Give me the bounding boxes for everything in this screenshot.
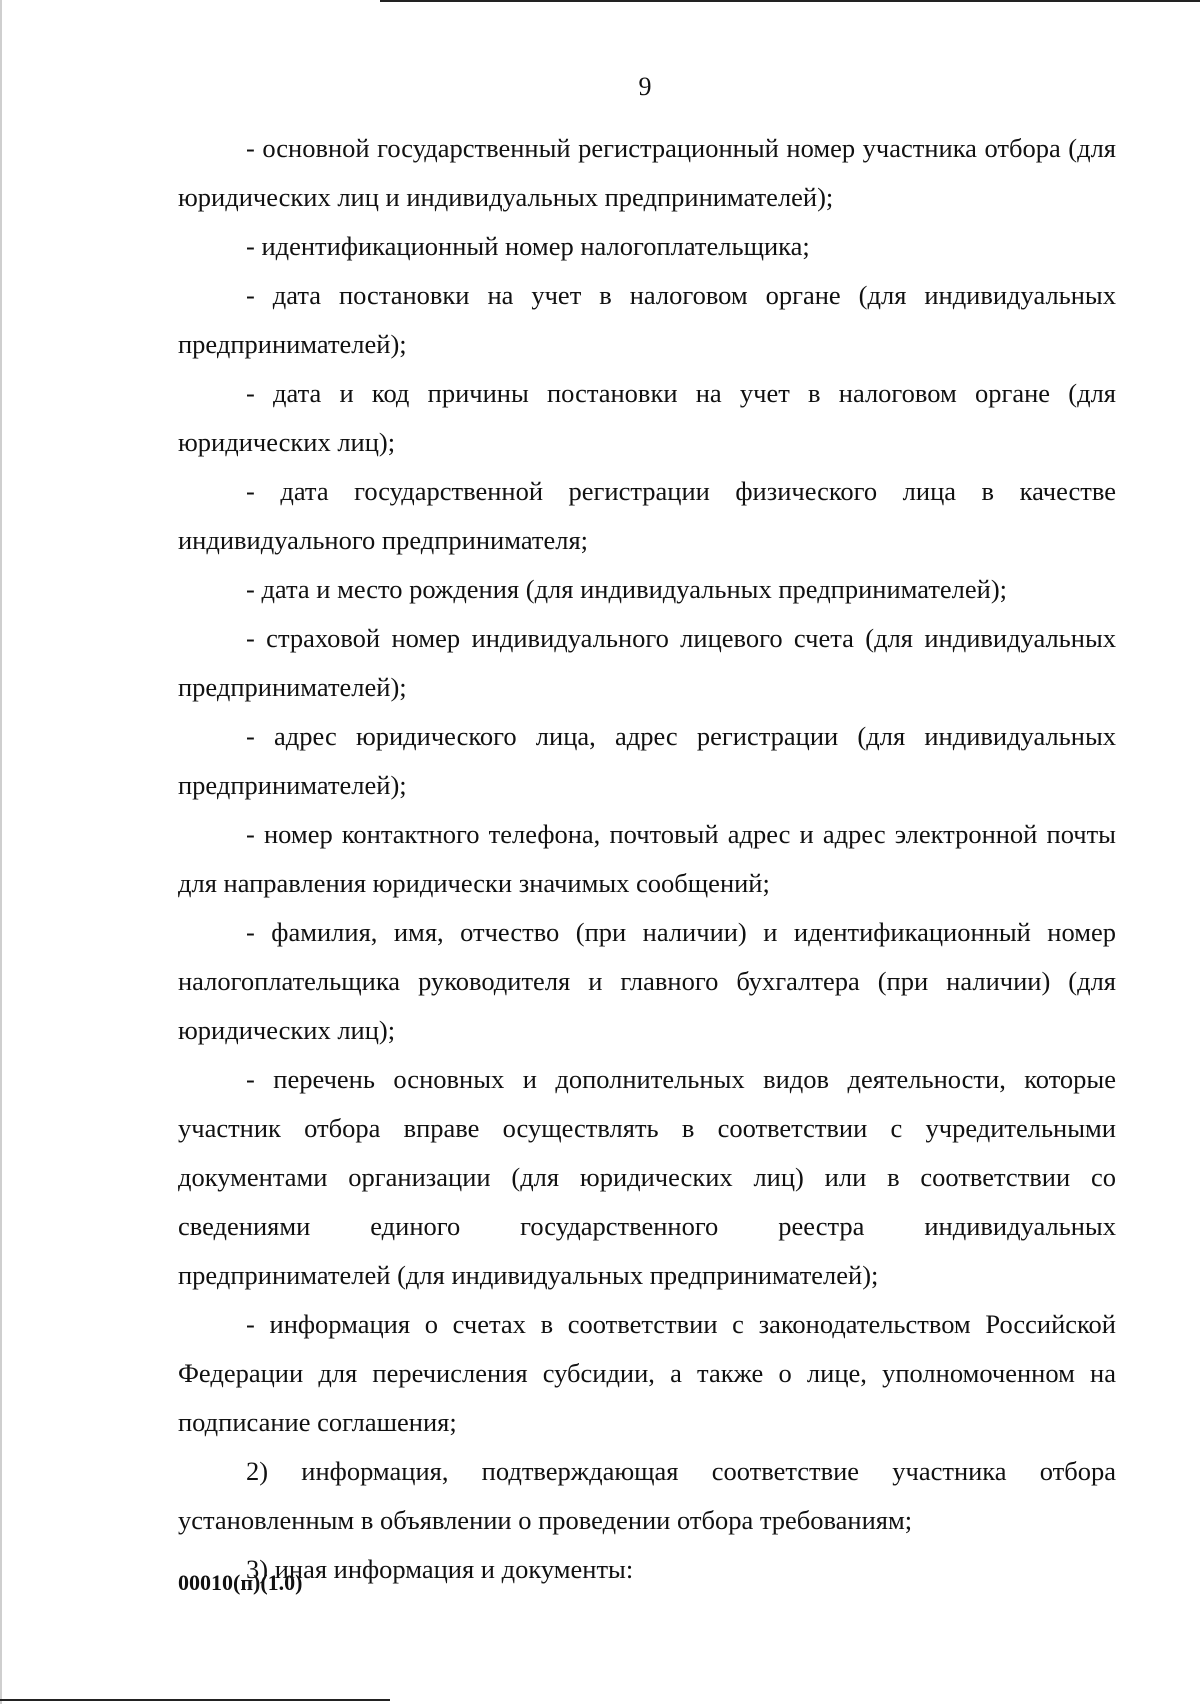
paragraph-activities: - перечень основных и дополнительных видов деятельности, которые участник отбора вправе осуществлять в соответствии с учредительными документами организации (для юридических лиц) или в соответствии со сведениями единого государственного реестра индивидуальных предпринимателей (для индивидуальных предпринимателей); [178, 1064, 1116, 1290]
paragraph-contacts: - номер контактного телефона, почтовый адрес и адрес электронной почты для направления юридически значимых сообщений; [178, 819, 1116, 898]
page-number: 9 [638, 72, 652, 101]
top-scan-rule [380, 0, 1200, 2]
paragraph-ogrn: - основной государственный регистрационный номер участника отбора (для юридических лиц и индивидуальных предпринимателей); [178, 133, 1116, 212]
paragraph-address: - адрес юридического лица, адрес регистрации (для индивидуальных предпринимателей); [178, 721, 1116, 800]
bottom-scan-rule [0, 1699, 390, 1701]
paragraph-head-accountant: - фамилия, имя, отчество (при наличии) и идентификационный номер налогоплательщика руководителя и главного бухгалтера (при наличии) (для юридических лиц); [178, 917, 1116, 1045]
paragraph-state-registration-date: - дата государственной регистрации физического лица в качестве индивидуального предпринимателя; [178, 476, 1116, 555]
left-scan-edge [0, 0, 2, 1704]
paragraph-inn: - идентификационный номер налогоплательщика; [246, 231, 810, 261]
document-code: 00010(п)(1.0) [178, 1570, 303, 1595]
paragraph-kpp: - дата и код причины постановки на учет в налоговом органе (для юридических лиц); [178, 378, 1116, 457]
paragraph-birth-date-place: - дата и место рождения (для индивидуальных предпринимателей); [246, 574, 1008, 604]
paragraph-tax-registration-date: - дата постановки на учет в налоговом органе (для индивидуальных предпринимателей); [178, 280, 1116, 359]
paragraph-item-2: 2) информация, подтверждающая соответствие участника отбора установленным в объявлении о проведении отбора требованиям; [178, 1456, 1116, 1535]
paragraph-bank-accounts: - информация о счетах в соответствии с законодательством Российской Федерации для перечисления субсидии, а также о лице, уполномоченном на подписание соглашения; [178, 1309, 1116, 1437]
paragraph-snils: - страховой номер индивидуального лицевого счета (для индивидуальных предпринимателей); [178, 623, 1116, 702]
document-body [178, 124, 1116, 1594]
paragraph-item-3: 3) иная информация и документы: [246, 1554, 634, 1584]
